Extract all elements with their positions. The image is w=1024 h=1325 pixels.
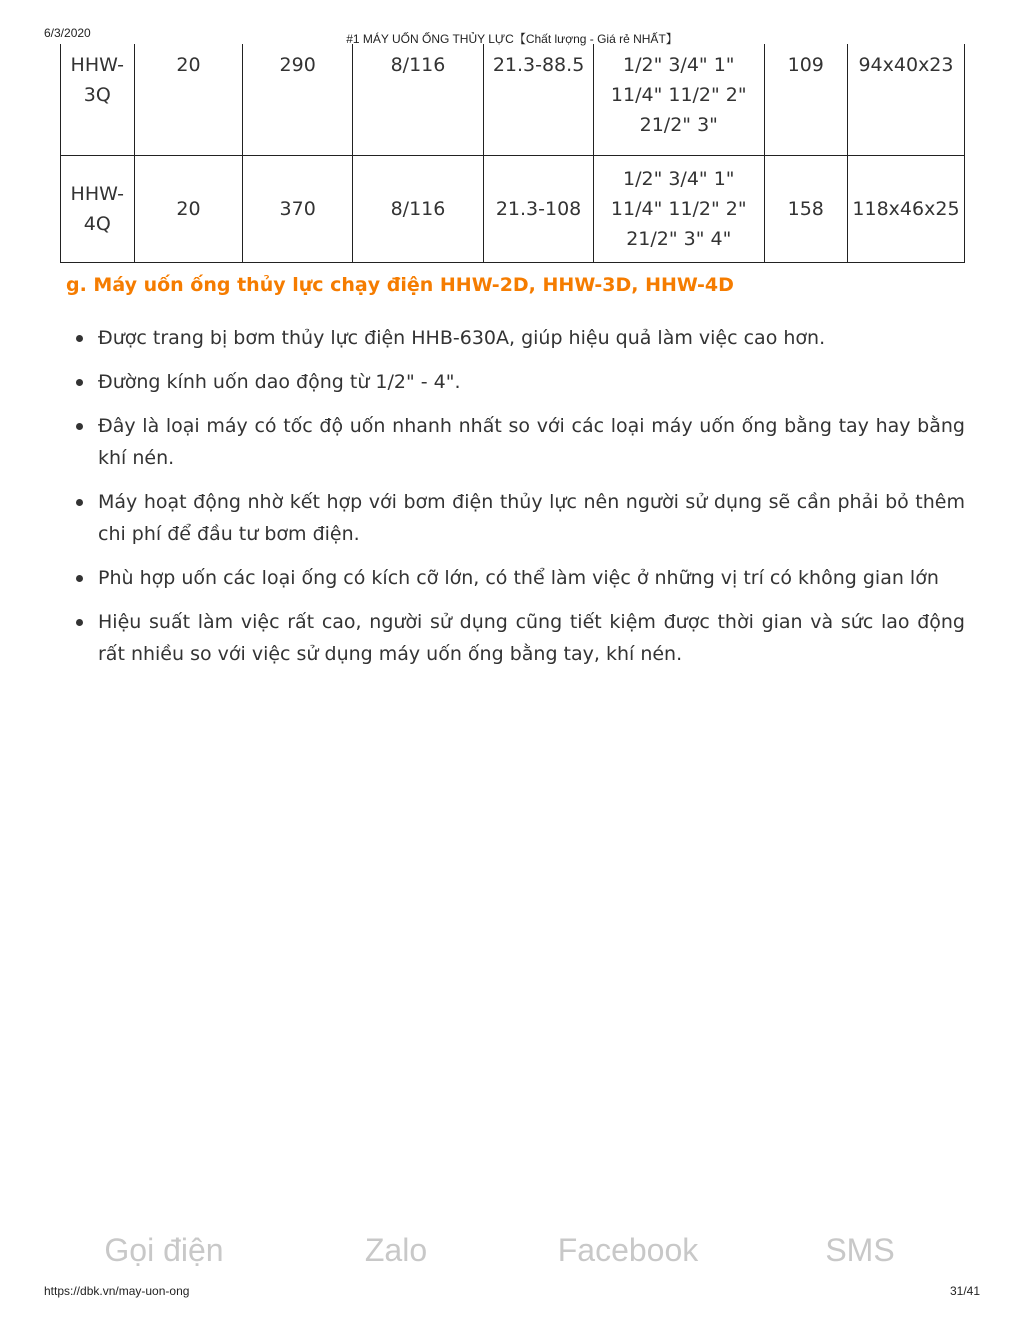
bullet-dot-icon [76,423,83,430]
print-footer [0,1284,1024,1300]
table-row [61,156,965,263]
table-cell: 370 [243,156,352,263]
bullet-dot-icon [76,619,83,626]
model-cell: HHW- 4Q [61,156,135,263]
zalo-link[interactable]: Zalo [364,1232,428,1268]
list-item: Đây là loại máy có tốc độ uốn nhanh nhất so với các loại máy uốn ống bằng tay hay bằng khí nén. [60,410,965,474]
table-cell: 94x40x23 [847,44,964,156]
table-cell: 21.3-88.5 [484,44,594,156]
section-heading: g. Máy uốn ống thủy lực chạy điện HHW-2D, HHW-3D, HHW-4D [66,274,734,296]
list-item: Hiệu suất làm việc rất cao, người sử dụng cũng tiết kiệm được thời gian và sức lao động rất nhiều so với việc sử dụng máy uốn ống bằng tay, khí nén. [60,606,965,670]
table-cell: 20 [134,44,243,156]
bullet-dot-icon [76,379,83,386]
bullet-dot-icon [76,575,83,582]
table-cell: 8/116 [352,44,483,156]
table-cell: 109 [764,44,847,156]
table-cell: 20 [134,156,243,263]
print-page-title: #1 MÁY UỐN ỐNG THỦY LỰC【Chất lượng - Giá rẻ NHẤT】 [346,32,678,46]
model-cell: HHW- 3Q [61,44,135,156]
list-item: Máy hoạt động nhờ kết hợp với bơm điện thủy lực nên người sử dụng sẽ cần phải bỏ thêm chi phí để đầu tư bơm điện. [60,486,965,550]
call-link[interactable]: Gọi điện [104,1232,224,1268]
list-item: Được trang bị bơm thủy lực điện HHB-630A, giúp hiệu quả làm việc cao hơn. [60,322,965,354]
list-item: Đường kính uốn dao động từ 1/2" - 4". [60,366,965,398]
table-cell: 21.3-108 [484,156,594,263]
feature-list [60,322,965,682]
list-item: Phù hợp uốn các loại ống có kích cỡ lớn, có thể làm việc ở những vị trí có không gian lớn [60,562,965,594]
bullet-dot-icon [76,335,83,342]
print-url: https://dbk.vn/may-uon-ong [44,1284,190,1298]
contact-bar [48,1232,976,1276]
table-cell: 118x46x25 [847,156,964,263]
print-header [0,26,1024,46]
spec-table [60,44,965,263]
sizes-cell: 1/2" 3/4" 1" 11/4" 11/2" 2" 21/2" 3" [594,44,765,156]
print-date: 6/3/2020 [44,26,91,40]
sizes-cell: 1/2" 3/4" 1" 11/4" 11/2" 2" 21/2" 3" 4" [594,156,765,263]
table-cell: 8/116 [352,156,483,263]
bullet-dot-icon [76,499,83,506]
table-cell: 158 [764,156,847,263]
facebook-link[interactable]: Facebook [557,1232,699,1268]
sms-link[interactable]: SMS [825,1232,895,1268]
page-number: 31/41 [949,1284,980,1298]
table-row [61,44,965,156]
table-cell: 290 [243,44,352,156]
